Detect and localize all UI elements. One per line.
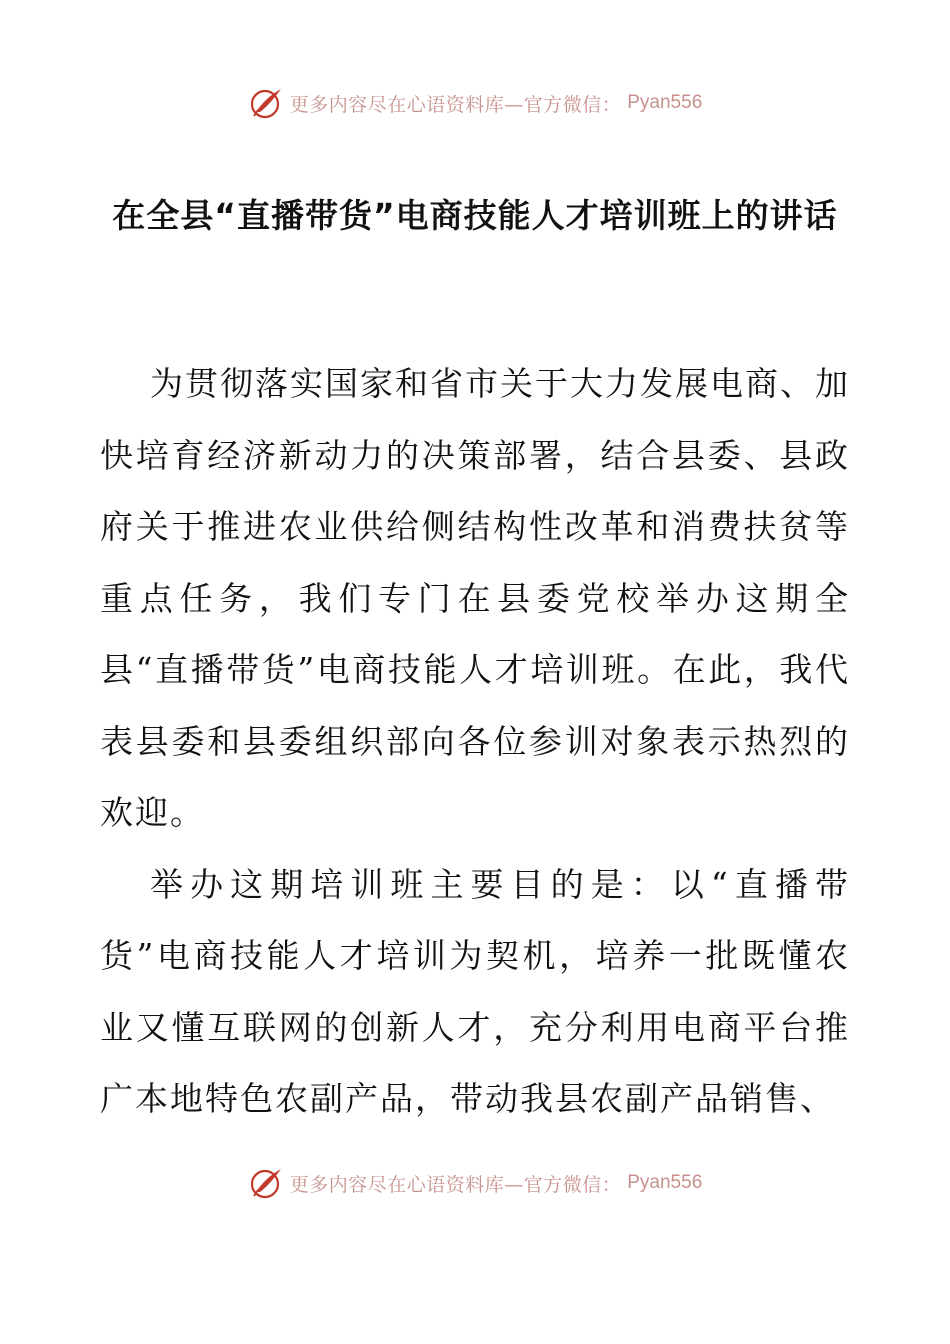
- watermark-header: [0, 83, 950, 123]
- watermark-wechat-id: Pyan556: [627, 1172, 703, 1193]
- watermark-text: 更多内容尽在心语资料库—官方微信：: [289, 1173, 622, 1196]
- paragraph-1: 为贯彻落实国家和省市关于大力发展电商、加快培育经济新动力的决策部署，结合县委、县政府关于推进农业供给侧结构性改革和消费扶贫等重点任务，我们专门在县委党校举办这期全县“直播带货”电商技能人才培训班。在此，我代表县委和县委组织部向各位参训对象表示热烈的欢迎。: [100, 364, 850, 832]
- watermark-footer: [0, 1163, 950, 1203]
- document-body: [100, 348, 850, 1135]
- quill-logo-icon: [248, 1165, 284, 1201]
- watermark-text: 更多内容尽在心语资料库—官方微信：: [289, 93, 622, 116]
- watermark-wechat-id: Pyan556: [627, 92, 703, 113]
- document-title: 在全县“直播带货”电商技能人才培训班上的讲话: [112, 196, 838, 235]
- paragraph-2: 举办这期培训班主要目的是：以“直播带货”电商技能人才培训为契机，培养一批既懂农业又懂互联网的创新人才，充分利用电商平台推广本地特色农副产品，带动我县农副产品销售、: [100, 864, 850, 1118]
- quill-logo-icon: [248, 85, 284, 121]
